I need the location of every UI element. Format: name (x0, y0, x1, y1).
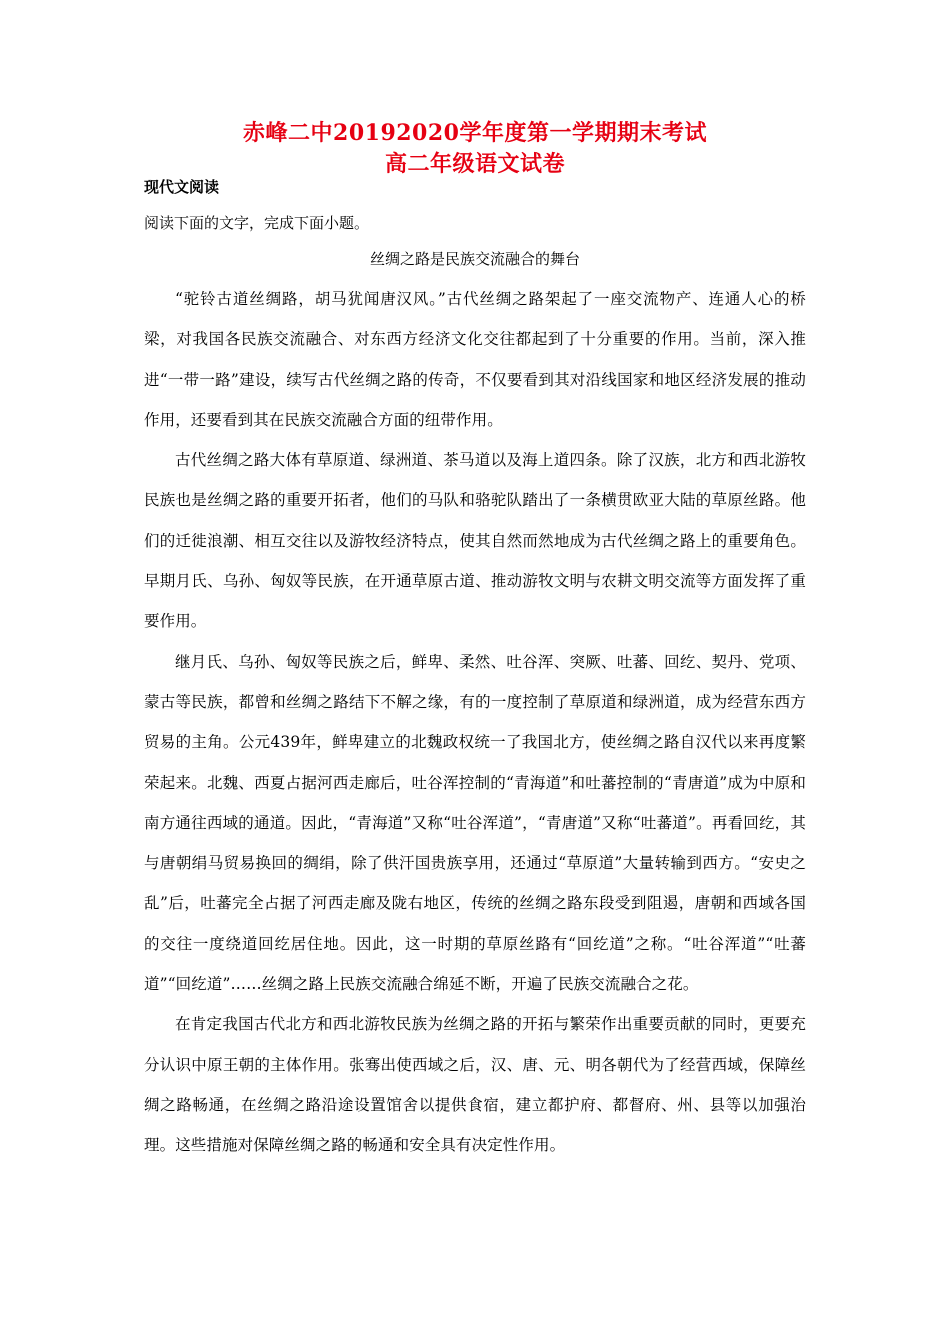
article-title: 丝绸之路是民族交流融合的舞台 (369, 250, 580, 268)
section-heading: 现代文阅读 (144, 178, 220, 196)
exam-title-line-1: 赤峰二中20192020学年度第一学期期末考试 (243, 120, 707, 146)
article-paragraph-4: 在肯定我国古代北方和西北游牧民族为丝绸之路的开拓与繁荣作出重要贡献的同时，更要充分认识中原王朝的主体作用。张骞出使西域之后，汉、唐、元、明各朝代为了经营西域，保障丝绸之路畅通，在丝绸之路沿途设置馆舍以提供食宿，建立都护府、都督府、州、县等以加强治理。这些措施对保障丝绸之路的畅通和安全具有决定性作用。 (144, 1015, 806, 1155)
article-paragraph-2: 古代丝绸之路大体有草原道、绿洲道、茶马道以及海上道四条。除了汉族，北方和西北游牧民族也是丝绸之路的重要开拓者，他们的马队和骆驼队踏出了一条横贯欧亚大陆的草原丝路。他们的迁徙浪潮、相互交往以及游牧经济特点，使其自然而然地成为古代丝绸之路上的重要角色。早期月氏、乌孙、匈奴等民族，在开通草原古道、推动游牧文明与农耕文明交流等方面发挥了重要作用。 (144, 451, 806, 631)
exam-title-line-2: 高二年级语文试卷 (384, 151, 565, 177)
article-paragraph-3: 继月氏、乌孙、匈奴等民族之后，鲜卑、柔然、吐谷浑、突厥、吐蕃、回纥、契丹、党项、蒙古等民族，都曾和丝绸之路结下不解之缘，有的一度控制了草原道和绿洲道，成为经营东西方贸易的主角。公元439年，鲜卑建立的北魏政权统一了我国北方，使丝绸之路自汉代以来再度繁荣起来。北魏、西夏占据河西走廊后，吐谷浑控制的“青海道”和吐蕃控制的“青唐道”成为中原和南方通往西域的通道。因此，“青海道”又称“吐谷浑道”，“青唐道”又称“吐蕃道”。再看回纥，其与唐朝绢马贸易换回的绸绢，除了供汗国贵族享用，还通过“草原道”大量转输到西方。“安史之乱”后，吐蕃完全占据了河西走廊及陇右地区，传统的丝绸之路东段受到阻遏，唐朝和西域各国的交往一度绕道回纥居住地。因此，这一时期的草原丝路有“回纥道”之称。“吐谷浑道”“吐蕃道”“回纥道”……丝绸之路上民族交流融合绵延不断，开遍了民族交流融合之花。 (144, 652, 806, 994)
article-body (144, 279, 806, 1166)
exam-title-block (0, 118, 950, 180)
reading-instruction: 阅读下面的文字，完成下面小题。 (144, 214, 370, 232)
article-paragraph-1: “驼铃古道丝绸路，胡马犹闻唐汉风。”古代丝绸之路架起了一座交流物产、连通人心的桥梁，对我国各民族交流融合、对东西方经济文化交往都起到了十分重要的作用。当前，深入推进“一带一路”建设，续写古代丝绸之路的传奇，不仅要看到其对沿线国家和地区经济发展的推动作用，还要看到其在民族交流融合方面的纽带作用。 (144, 290, 806, 429)
